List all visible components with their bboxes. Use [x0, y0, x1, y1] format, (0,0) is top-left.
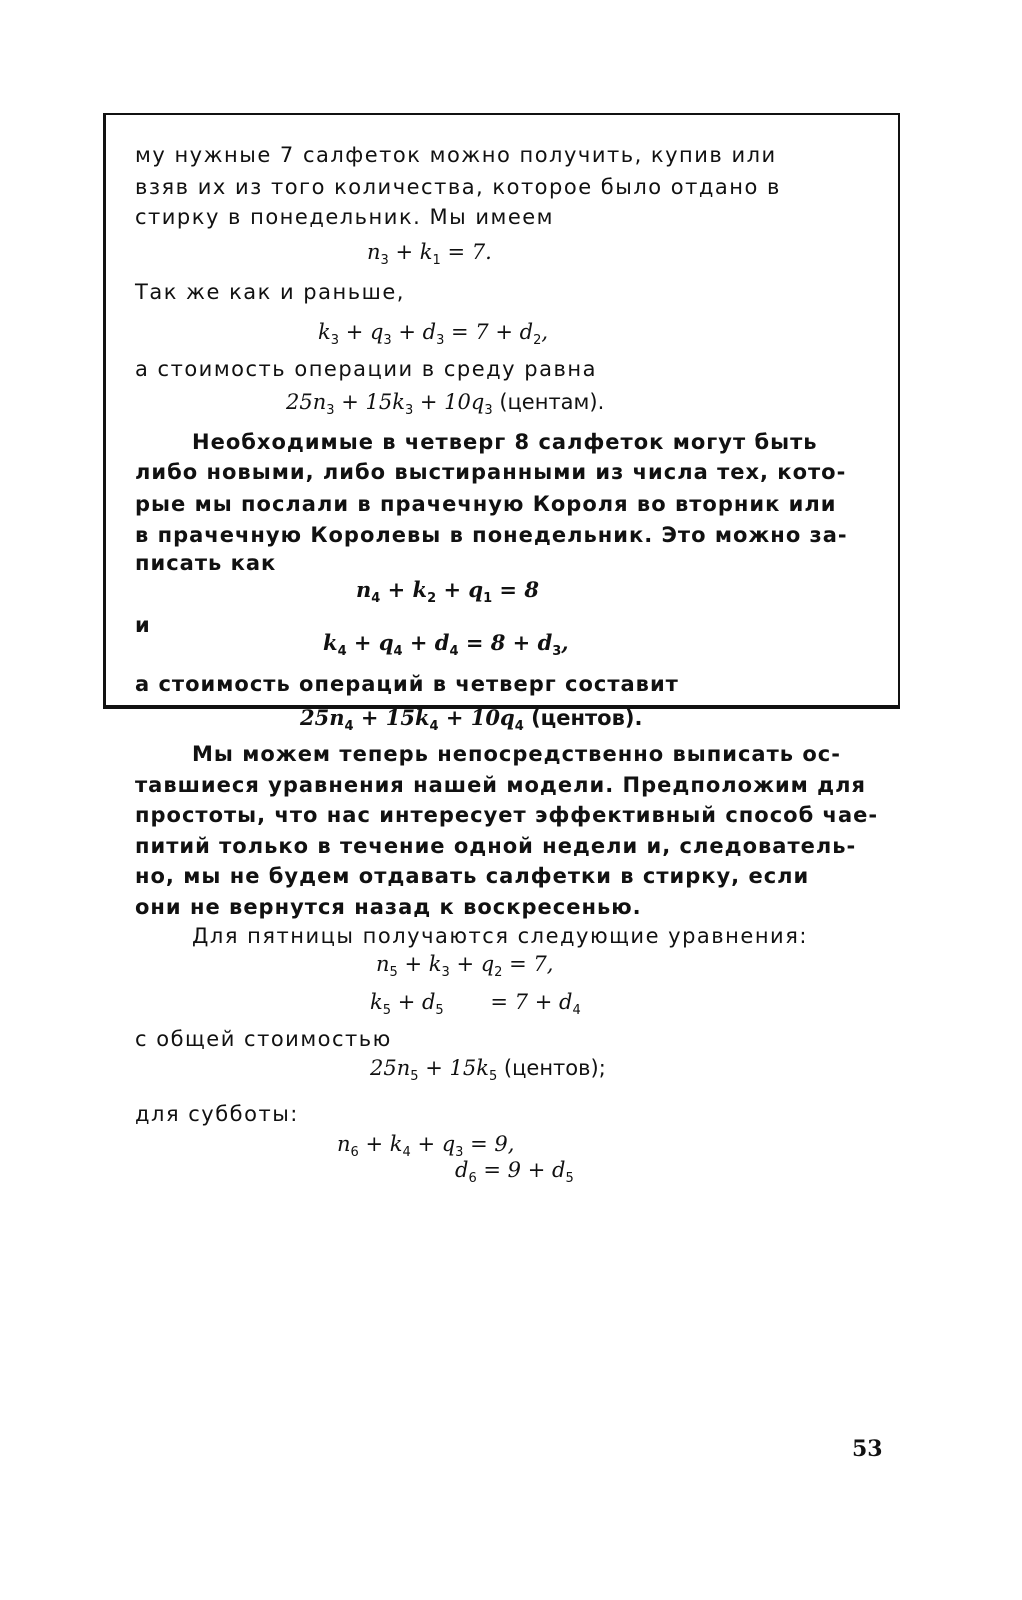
- equation-friday-supply: $n_5 + k_3 + q_2 = 7$,: [376, 952, 554, 981]
- text-line: Необходимые в четверг 8 салфеток могут быть: [192, 430, 818, 454]
- equation-n3-k1: $n_3 + k_1 = 7$.: [367, 240, 492, 269]
- text-line: взяв их из того количества, которое было отдано в: [135, 175, 781, 199]
- unit-label: (центов);: [503, 1056, 606, 1080]
- text-line: питий только в течение одной недели и, следователь-: [135, 834, 857, 858]
- page-number: 53: [852, 1436, 883, 1462]
- text-line: и: [135, 613, 151, 637]
- equation-wednesday-cost: $25n_3 + 15k_3 + 10q_3$ (центам).: [286, 390, 605, 419]
- equation-thursday-supply: $n_4 + k_2 + q_1 = 8$: [356, 577, 539, 607]
- unit-label: (центов).: [531, 706, 643, 730]
- text-line: писать как: [135, 551, 277, 575]
- equation-thursday-cost: $25n_4 + 15k_4 + 10q_4$ (центов).: [300, 705, 643, 735]
- text-line: а стоимость операции в среду равна: [135, 357, 597, 381]
- text-line: тавшиеся уравнения нашей модели. Предположим для: [135, 773, 866, 797]
- equation-friday-cost: $25n_5 + 15k_5$ (центов);: [370, 1056, 606, 1085]
- equation-wednesday-balance: $k_3 + q_3 + d_3 = 7 + d_2$,: [318, 320, 549, 349]
- equation-saturday-balance: $d_6 = 9 + d_5$: [455, 1158, 574, 1187]
- text-line: му нужные 7 салфеток можно получить, купив или: [135, 143, 777, 167]
- text-line: но, мы не будем отдавать салфетки в стирку, если: [135, 864, 810, 888]
- text-line: простоты, что нас интересует эффективный способ чае-: [135, 803, 879, 827]
- text-line: Мы можем теперь непосредственно выписать ос-: [192, 742, 841, 766]
- equation-thursday-balance: $k_4 + q_4 + d_4 = 8 + d_3$,: [323, 630, 569, 660]
- text-line: для субботы:: [135, 1102, 299, 1126]
- text-line: а стоимость операций в четверг составит: [135, 672, 679, 696]
- text-line: с общей стоимостью: [135, 1027, 392, 1051]
- text-line: в прачечную Королевы в понедельник. Это можно за-: [135, 523, 848, 547]
- equation-friday-balance: $k_5 + d_5$ = $7 + d_4$: [370, 990, 581, 1019]
- text-line: либо новыми, либо выстиранными из числа тех, кото-: [135, 460, 847, 484]
- equation-saturday-supply: $n_6 + k_4 + q_3 = 9$,: [337, 1132, 515, 1161]
- text-line: Для пятницы получаются следующие уравнения:: [192, 924, 808, 948]
- text-line: рые мы послали в прачечную Короля во вторник или: [135, 492, 837, 516]
- unit-label: (центам).: [499, 390, 605, 414]
- text-line: они не вернутся назад к воскресенью.: [135, 895, 642, 919]
- text-line: Так же как и раньше,: [135, 280, 405, 304]
- text-line: стирку в понедельник. Мы имеем: [135, 205, 555, 229]
